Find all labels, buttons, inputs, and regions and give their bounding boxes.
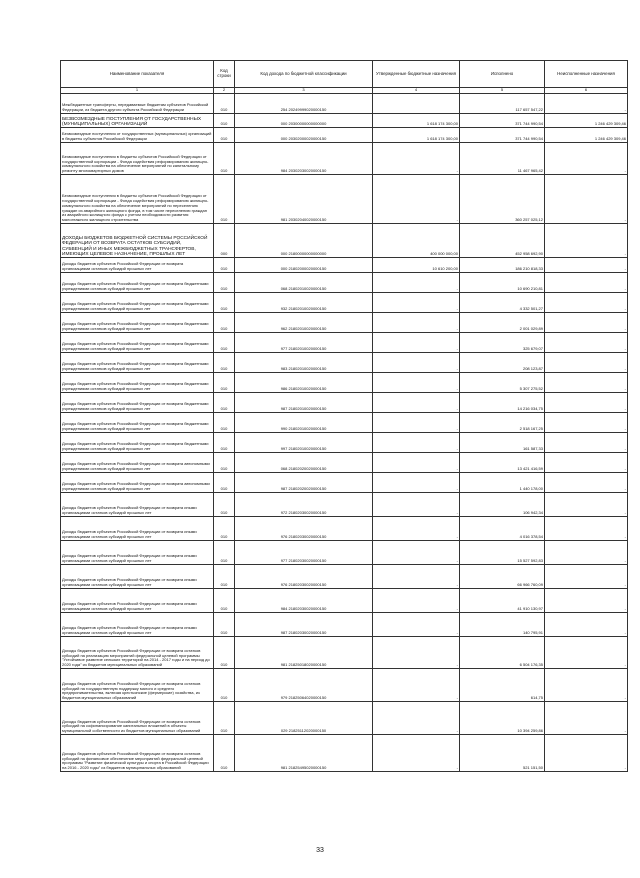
unexecuted-amount-cell: - xyxy=(545,669,628,702)
revenue-code-cell: 029 21825112020000150 xyxy=(235,702,373,735)
revenue-code-cell: 254 20249999020000150 xyxy=(235,94,373,114)
column-number: 1 xyxy=(61,88,214,94)
executed-amount-cell: 4 016 378,54 xyxy=(460,517,545,541)
unexecuted-amount-cell: - xyxy=(545,94,628,114)
approved-amount-cell: - xyxy=(373,589,460,613)
line-code-cell: 010 xyxy=(214,143,235,175)
line-code-cell: 010 xyxy=(214,702,235,735)
indicator-name-cell: Безвозмездные поступления от государственных (муниципальных) организаций в бюджеты субъектов Российской Федерации xyxy=(61,128,214,143)
revenue-code-cell: 979 21825064020000150 xyxy=(235,669,373,702)
unexecuted-amount-cell: - xyxy=(545,637,628,669)
revenue-code-cell: 984 20302030020000150 xyxy=(235,143,373,175)
approved-amount-cell: - xyxy=(373,702,460,735)
approved-amount-cell: - xyxy=(373,273,460,293)
unexecuted-amount-cell: - xyxy=(545,224,628,258)
indicator-name-cell: Доходы бюджетов субъектов Российской Федерации от возврата бюджетными учреждениями остатков субсидий прошлых лет xyxy=(61,293,214,313)
column-number: 6 xyxy=(545,88,628,94)
table-row xyxy=(61,735,628,772)
table-row xyxy=(61,94,628,114)
approved-amount-cell: - xyxy=(373,473,460,493)
table-row xyxy=(61,258,628,273)
revenue-code-cell: 977 21802010020000150 xyxy=(235,333,373,353)
budget-execution-table xyxy=(60,60,628,772)
approved-amount-cell: - xyxy=(373,541,460,565)
executed-amount-cell: 186 210 818,33 xyxy=(460,258,545,273)
unexecuted-amount-cell: - xyxy=(545,453,628,473)
revenue-code-cell: 987 21802010020000150 xyxy=(235,393,373,413)
line-code-cell: 010 xyxy=(214,94,235,114)
approved-amount-cell: 1 618 174 300,00 xyxy=(373,128,460,143)
revenue-code-cell: 976 21802030020000150 xyxy=(235,517,373,541)
table-row xyxy=(61,613,628,637)
approved-amount-cell: - xyxy=(373,175,460,224)
indicator-name-cell: ДОХОДЫ БЮДЖЕТОВ БЮДЖЕТНОЙ СИСТЕМЫ РОССИЙСКОЙ ФЕДЕРАЦИИ ОТ ВОЗВРАТА ОСТАТКОВ СУБСИДИЙ, СУБВЕНЦИЙ И ИНЫХ МЕЖБЮДЖЕТНЫХ ТРАНСФЕРТОВ, ИМЕЮЩИХ ЦЕЛЕВОЕ НАЗНАЧЕНИЕ, ПРОШЛЫХ ЛЕТ xyxy=(61,224,214,258)
executed-amount-cell: 5 307 275,52 xyxy=(460,373,545,393)
table-row xyxy=(61,333,628,353)
table-row xyxy=(61,393,628,413)
indicator-name-cell: Доходы бюджетов субъектов Российской Федерации от возврата бюджетными учреждениями остатков субсидий прошлых лет xyxy=(61,413,214,433)
indicator-name-cell: Доходы бюджетов субъектов Российской Федерации от возврата бюджетными учреждениями остатков субсидий прошлых лет xyxy=(61,333,214,353)
unexecuted-amount-cell: 1 246 429 309,46 xyxy=(545,128,628,143)
line-code-cell: 010 xyxy=(214,669,235,702)
approved-amount-cell: - xyxy=(373,433,460,453)
revenue-code-cell: 987 21802030020000150 xyxy=(235,613,373,637)
executed-amount-cell: 15 527 592,83 xyxy=(460,541,545,565)
revenue-code-cell: 068 21802010020000150 xyxy=(235,273,373,293)
executed-amount-cell: 371 744 990,54 xyxy=(460,114,545,128)
line-code-cell: 010 xyxy=(214,373,235,393)
line-code-cell: 010 xyxy=(214,517,235,541)
table-row xyxy=(61,353,628,373)
line-code-cell: 010 xyxy=(214,613,235,637)
unexecuted-amount-cell: - xyxy=(545,333,628,353)
header-executed: Исполнено xyxy=(460,61,545,88)
approved-amount-cell: - xyxy=(373,453,460,473)
executed-amount-cell: 140 795,91 xyxy=(460,613,545,637)
line-code-cell: 010 xyxy=(214,175,235,224)
executed-amount-cell: 360 257 025,12 xyxy=(460,175,545,224)
revenue-code-cell: 981 21825018020000150 xyxy=(235,637,373,669)
unexecuted-amount-cell: - xyxy=(545,273,628,293)
table-row xyxy=(61,669,628,702)
unexecuted-amount-cell: - xyxy=(545,433,628,453)
approved-amount-cell: - xyxy=(373,393,460,413)
approved-amount-cell: - xyxy=(373,669,460,702)
table-row xyxy=(61,114,628,128)
column-number: 3 xyxy=(235,88,373,94)
executed-amount-cell: 208 123,87 xyxy=(460,353,545,373)
unexecuted-amount-cell: - xyxy=(545,589,628,613)
approved-amount-cell: - xyxy=(373,637,460,669)
revenue-code-cell: 932 21802010020000150 xyxy=(235,293,373,313)
executed-amount-cell: 1 440 178,00 xyxy=(460,473,545,493)
unexecuted-amount-cell: 1 246 429 309,46 xyxy=(545,114,628,128)
unexecuted-amount-cell: - xyxy=(545,565,628,589)
line-code-cell: 010 xyxy=(214,333,235,353)
indicator-name-cell: Доходы бюджетов субъектов Российской Федерации от возврата иными организациями остатков субсидий прошлых лет xyxy=(61,541,214,565)
executed-amount-cell: 371 744 990,54 xyxy=(460,128,545,143)
indicator-name-cell: Доходы бюджетов субъектов Российской Федерации от возврата бюджетными учреждениями остатков субсидий прошлых лет xyxy=(61,353,214,373)
approved-amount-cell xyxy=(373,94,460,114)
line-code-cell: 010 xyxy=(214,413,235,433)
indicator-name-cell: Доходы бюджетов субъектов Российской Федерации от возврата бюджетными учреждениями остатков субсидий прошлых лет xyxy=(61,433,214,453)
line-code-cell: 010 xyxy=(214,273,235,293)
revenue-code-cell: 000 20302000020000150 xyxy=(235,128,373,143)
revenue-code-cell: 000 20300000000000000 xyxy=(235,114,373,128)
table-row xyxy=(61,565,628,589)
line-code-cell: 010 xyxy=(214,313,235,333)
unexecuted-amount-cell: - xyxy=(545,702,628,735)
approved-amount-cell: - xyxy=(373,293,460,313)
executed-amount-cell: 10 394 259,86 xyxy=(460,702,545,735)
table-row xyxy=(61,453,628,473)
table-row xyxy=(61,175,628,224)
line-code-cell: 010 xyxy=(214,541,235,565)
line-code-cell: 010 xyxy=(214,589,235,613)
revenue-code-cell: 986 21802010020000150 xyxy=(235,373,373,393)
unexecuted-amount-cell: - xyxy=(545,143,628,175)
executed-amount-cell: 521 151,50 xyxy=(460,735,545,772)
approved-amount-cell: 10 610 200,00 xyxy=(373,258,460,273)
header-revenue-code: Код дохода по бюджетной классификации xyxy=(235,61,373,88)
executed-amount-cell: 325 679,07 xyxy=(460,333,545,353)
line-code-cell: 010 xyxy=(214,293,235,313)
approved-amount-cell: - xyxy=(373,565,460,589)
indicator-name-cell: Доходы бюджетов субъектов Российской Федерации от возврата бюджетными учреждениями остатков субсидий прошлых лет xyxy=(61,313,214,333)
table-row xyxy=(61,637,628,669)
revenue-code-cell: 972 21802030020000150 xyxy=(235,493,373,517)
executed-amount-cell: 13 421 416,59 xyxy=(460,453,545,473)
table-row xyxy=(61,541,628,565)
indicator-name-cell: Доходы бюджетов субъектов Российской Федерации от возврата иными организациями остатков субсидий прошлых лет xyxy=(61,589,214,613)
table-header-row xyxy=(61,61,628,88)
revenue-code-cell: 981 20302040020000150 xyxy=(235,175,373,224)
line-code-cell: 000 xyxy=(214,224,235,258)
unexecuted-amount-cell: - xyxy=(545,293,628,313)
executed-amount-cell: 4 332 501,27 xyxy=(460,293,545,313)
unexecuted-amount-cell: - xyxy=(545,413,628,433)
indicator-name-cell: Доходы бюджетов субъектов Российской Федерации от возврата иными организациями остатков субсидий прошлых лет xyxy=(61,493,214,517)
approved-amount-cell: - xyxy=(373,517,460,541)
indicator-name-cell: БЕЗВОЗМЕЗДНЫЕ ПОСТУПЛЕНИЯ ОТ ГОСУДАРСТВЕННЫХ (МУНИЦИПАЛЬНЫХ) ОРГАНИЗАЦИЙ xyxy=(61,114,214,128)
approved-amount-cell: - xyxy=(373,313,460,333)
header-unexecuted: Неисполненные назначения xyxy=(545,61,628,88)
revenue-code-cell: 976 21802030020000150 xyxy=(235,565,373,589)
approved-amount-cell: - xyxy=(373,493,460,517)
approved-amount-cell: - xyxy=(373,353,460,373)
table-row xyxy=(61,143,628,175)
unexecuted-amount-cell: - xyxy=(545,517,628,541)
line-code-cell: 010 xyxy=(214,493,235,517)
approved-amount-cell: - xyxy=(373,143,460,175)
executed-amount-cell: 2 518 167,25 xyxy=(460,413,545,433)
revenue-code-cell: 000 21802000020000150 xyxy=(235,258,373,273)
executed-amount-cell: 614,75 xyxy=(460,669,545,702)
indicator-name-cell: Доходы бюджетов субъектов Российской Федерации от возврата остатков субсидий на реализацию мероприятий федеральной целевой программы "Устойчивое развитие сельских территорий на 2014 - 2017 годы и на период до 2020 года" из бюджетов муниципальных образований xyxy=(61,637,214,669)
indicator-name-cell: Доходы бюджетов субъектов Российской Федерации от возврата бюджетными учреждениями остатков субсидий прошлых лет xyxy=(61,373,214,393)
table-row xyxy=(61,128,628,143)
executed-amount-cell: 452 958 692,90 xyxy=(460,224,545,258)
table-row xyxy=(61,373,628,393)
revenue-code-cell: 000 21800000000000000 xyxy=(235,224,373,258)
table-row xyxy=(61,517,628,541)
unexecuted-amount-cell: - xyxy=(545,493,628,517)
approved-amount-cell: 1 618 174 300,00 xyxy=(373,114,460,128)
table-row xyxy=(61,433,628,453)
table-row xyxy=(61,273,628,293)
executed-amount-cell: 41 910 130,97 xyxy=(460,589,545,613)
approved-amount-cell: - xyxy=(373,333,460,353)
unexecuted-amount-cell: - xyxy=(545,473,628,493)
indicator-name-cell: Межбюджетные трансферты, передаваемые бюджетам субъектов Российской Федерации, из бюджета другого субъекта Российской Федерации xyxy=(61,94,214,114)
unexecuted-amount-cell: - xyxy=(545,541,628,565)
table-row xyxy=(61,702,628,735)
executed-amount-cell: 14 216 034,75 xyxy=(460,393,545,413)
column-number: 2 xyxy=(214,88,235,94)
executed-amount-cell: 6 504 176,35 xyxy=(460,637,545,669)
indicator-name-cell: Доходы бюджетов субъектов Российской Федерации от возврата иными организациями остатков субсидий прошлых лет xyxy=(61,517,214,541)
indicator-name-cell: Безвозмездные поступления в бюджеты субъектов Российской Федерации от государственной корпорации - Фонда содействия реформированию жилищно-коммунального хозяйства на обеспечение мероприятий по переселению граждан из аварийного жилищного фонда, в том числе переселению граждан из аварийного жилищного фонда с учетом необходимости развития малоэтажного жилищного строительства xyxy=(61,175,214,224)
line-code-cell: 010 xyxy=(214,433,235,453)
approved-amount-cell: - xyxy=(373,373,460,393)
indicator-name-cell: Доходы бюджетов субъектов Российской Федерации от возврата иными организациями остатков субсидий прошлых лет xyxy=(61,565,214,589)
revenue-code-cell: 068 21802020020000150 xyxy=(235,453,373,473)
approved-amount-cell: 400 000 000,00 xyxy=(373,224,460,258)
revenue-code-cell: 997 21802010020000150 xyxy=(235,433,373,453)
executed-amount-cell: 66 966 760,09 xyxy=(460,565,545,589)
unexecuted-amount-cell: - xyxy=(545,175,628,224)
table-row xyxy=(61,413,628,433)
line-code-cell: 010 xyxy=(214,114,235,128)
unexecuted-amount-cell: - xyxy=(545,613,628,637)
line-code-cell: 010 xyxy=(214,473,235,493)
line-code-cell: 010 xyxy=(214,565,235,589)
indicator-name-cell: Доходы бюджетов субъектов Российской Федерации от возврата организациями остатков субсидий прошлых лет xyxy=(61,258,214,273)
unexecuted-amount-cell: - xyxy=(545,353,628,373)
header-approved: Утвержденные бюджетные назначения xyxy=(373,61,460,88)
revenue-code-cell: 990 21802010020000150 xyxy=(235,413,373,433)
indicator-name-cell: Доходы бюджетов субъектов Российской Федерации от возврата иными организациями остатков субсидий прошлых лет xyxy=(61,613,214,637)
line-code-cell: 010 xyxy=(214,637,235,669)
column-number: 5 xyxy=(460,88,545,94)
column-number: 4 xyxy=(373,88,460,94)
approved-amount-cell: - xyxy=(373,413,460,433)
line-code-cell: 010 xyxy=(214,258,235,273)
revenue-code-cell: 981 21825495020000150 xyxy=(235,735,373,772)
table-row xyxy=(61,493,628,517)
indicator-name-cell: Доходы бюджетов субъектов Российской Федерации от возврата остатков субсидий на государственную поддержку малого и среднего предпринимательства, включая крестьянские (фермерские) хозяйства, из бюджетов муниципальных образований xyxy=(61,669,214,702)
table-row xyxy=(61,589,628,613)
line-code-cell: 010 xyxy=(214,453,235,473)
line-code-cell: 010 xyxy=(214,353,235,373)
revenue-code-cell: 983 21802010020000150 xyxy=(235,353,373,373)
approved-amount-cell: - xyxy=(373,613,460,637)
line-code-cell: 010 xyxy=(214,128,235,143)
executed-amount-cell: 2 001 029,89 xyxy=(460,313,545,333)
unexecuted-amount-cell: - xyxy=(545,373,628,393)
revenue-code-cell: 962 21802010020000150 xyxy=(235,313,373,333)
indicator-name-cell: Доходы бюджетов субъектов Российской Федерации от возврата бюджетными учреждениями остатков субсидий прошлых лет xyxy=(61,273,214,293)
executed-amount-cell: 161 587,33 xyxy=(460,433,545,453)
table-body xyxy=(61,94,628,772)
executed-amount-cell: 11 467 965,42 xyxy=(460,143,545,175)
unexecuted-amount-cell: - xyxy=(545,393,628,413)
unexecuted-amount-cell: - xyxy=(545,313,628,333)
unexecuted-amount-cell: - xyxy=(545,735,628,772)
executed-amount-cell: 106 942,34 xyxy=(460,493,545,517)
table-row xyxy=(61,224,628,258)
header-indicator-name: Наименование показателя xyxy=(61,61,214,88)
revenue-code-cell: 987 21802020020000150 xyxy=(235,473,373,493)
indicator-name-cell: Доходы бюджетов субъектов Российской Федерации от возврата остатков субсидий на финансовое обеспечение мероприятий федеральной целевой программы "Развитие физической культуры и спорта в Российской Федерации на 2016 - 2020 годы" из бюджетов муниципальных образований xyxy=(61,735,214,772)
table-row xyxy=(61,473,628,493)
indicator-name-cell: Безвозмездные поступления в бюджеты субъектов Российской Федерации от государственной корпорации - Фонда содействия реформированию жилищно-коммунального хозяйства на обеспечение мероприятий по капитальному ремонту многоквартирных домов xyxy=(61,143,214,175)
indicator-name-cell: Доходы бюджетов субъектов Российской Федерации от возврата автономными учреждениями остатков субсидий прошлых лет xyxy=(61,473,214,493)
approved-amount-cell: - xyxy=(373,735,460,772)
indicator-name-cell: Доходы бюджетов субъектов Российской Федерации от возврата автономными учреждениями остатков субсидий прошлых лет xyxy=(61,453,214,473)
header-line-code: Код строки xyxy=(214,61,235,88)
indicator-name-cell: Доходы бюджетов субъектов Российской Федерации от возврата остатков субсидий на софинансирование капитальных вложений в объекты муниципальной собственности из бюджетов муниципальных образований xyxy=(61,702,214,735)
revenue-code-cell: 984 21802030020000150 xyxy=(235,589,373,613)
indicator-name-cell: Доходы бюджетов субъектов Российской Федерации от возврата бюджетными учреждениями остатков субсидий прошлых лет xyxy=(61,393,214,413)
executed-amount-cell: 117 657 547,22 xyxy=(460,94,545,114)
table-row xyxy=(61,313,628,333)
line-code-cell: 010 xyxy=(214,393,235,413)
revenue-code-cell: 977 21802030020000150 xyxy=(235,541,373,565)
unexecuted-amount-cell: - xyxy=(545,258,628,273)
page-number: 33 xyxy=(316,847,324,854)
line-code-cell: 010 xyxy=(214,735,235,772)
table-row xyxy=(61,293,628,313)
executed-amount-cell: 10 690 210,81 xyxy=(460,273,545,293)
